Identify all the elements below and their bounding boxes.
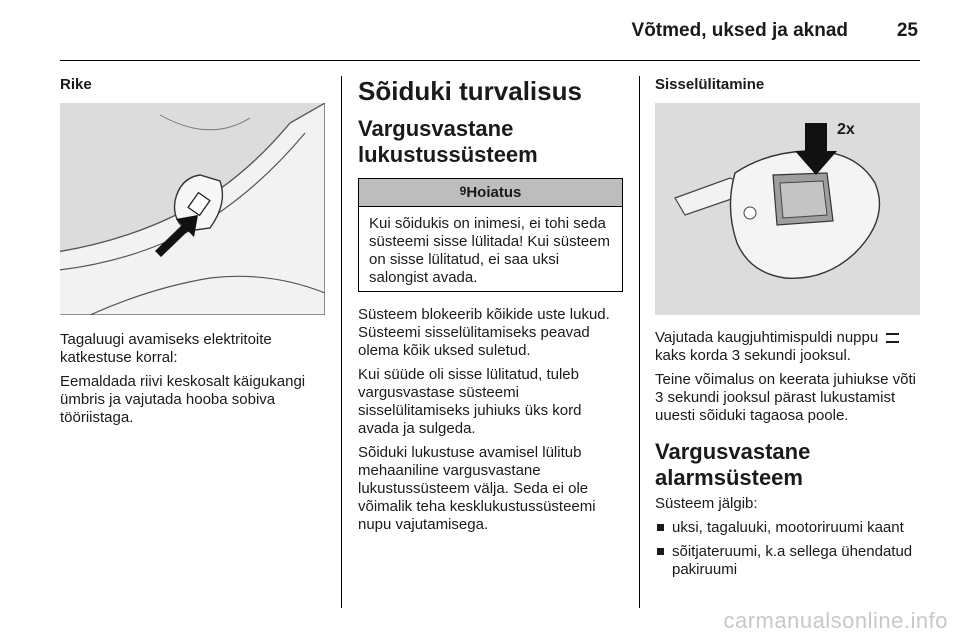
list-item — [655, 543, 920, 579]
col1-paragraph-1: Tagaluugi avamiseks elektritoite katkestuse korral: — [60, 331, 272, 366]
column-1 — [60, 76, 325, 433]
bullet-square-icon — [657, 548, 664, 555]
column-3 — [655, 76, 920, 585]
watermark: carmanualsonline.info — [723, 608, 948, 633]
column-divider-left — [341, 76, 342, 608]
col3-paragraph-1-text: Vajutada kaugjuhtimispuldi nuppu — [655, 329, 879, 346]
col3-paragraph-1 — [655, 329, 920, 365]
header-rule — [60, 60, 920, 61]
column-divider-right — [639, 76, 640, 608]
col2-paragraph-3: Sõiduki lukustuse avamisel lülitub mehaaniline vargusvastane lukustussüsteem välja. Seda ei ole võimalik teha kesklukustussüsteemi nupu vajutamisega. — [358, 444, 596, 533]
section-subheading-activation: Sisselülitamine — [655, 76, 765, 93]
warning-header — [359, 179, 622, 207]
subsection-heading-alarm-system: Vargusvastane alarmsüsteem — [655, 439, 811, 490]
latch-drawing — [60, 103, 325, 315]
section-subheading-rike: Rike — [60, 76, 92, 93]
key-drawing — [655, 103, 920, 315]
col3-paragraph-2: Teine võimalus on keerata juhiukse võti 3 sekundi jooksul pärast lukustamist uuesti sõiduki tagaosa poole. — [655, 371, 916, 424]
list-item — [655, 519, 920, 537]
list-item-text: sõitjateruumi, k.a sellega ühendatud pakiruumi — [672, 543, 913, 578]
list-item-text: uksi, tagaluuki, mootoriruumi kaant — [672, 519, 904, 536]
warning-text: Kui sõidukis on inimesi, ei tohi seda süsteemi sisse lülitada! Kui süsteem on sisse lülitatud, ei saa uksi salongist avada. — [369, 215, 610, 286]
subsection-heading-antitheft-lock: Vargusvastane lukustussüsteem — [358, 116, 538, 167]
col1-paragraph-2: Eemaldada riivi keskosalt käigukangi ümbris ja vajutada hooba sobiva tööriistaga. — [60, 373, 306, 426]
press-twice-label: 2x — [837, 121, 855, 138]
col3-paragraph-1-cont: kaks korda 3 sekundi jooksul. — [655, 347, 851, 364]
col2-paragraph-2: Kui süüde oli sisse lülitatud, tuleb vargusvastase süsteemi sisselülitamiseks juhiuks üks kord avada ja sulgeda. — [358, 366, 582, 437]
bullet-square-icon — [657, 524, 664, 531]
col2-paragraph-1: Süsteem blokeerib kõikide uste lukud. Süsteemi sisselülitamiseks peavad olema kõik uksed suletud. — [358, 306, 610, 359]
tailgate-latch-illustration — [60, 103, 325, 315]
page-header-title: Võtmed, uksed ja aknad — [631, 20, 848, 41]
col3-paragraph-3: Süsteem jälgib: — [655, 495, 758, 512]
column-2 — [358, 76, 623, 540]
section-heading-vehicle-security: Sõiduki turvalisus — [358, 76, 582, 106]
page-number: 25 — [896, 20, 918, 41]
warning-title: Hoiatus — [466, 184, 522, 201]
lock-button-icon — [886, 333, 899, 343]
warning-box — [358, 178, 623, 292]
warning-triangle-icon: 9 — [459, 184, 467, 198]
remote-key-illustration — [655, 103, 920, 315]
